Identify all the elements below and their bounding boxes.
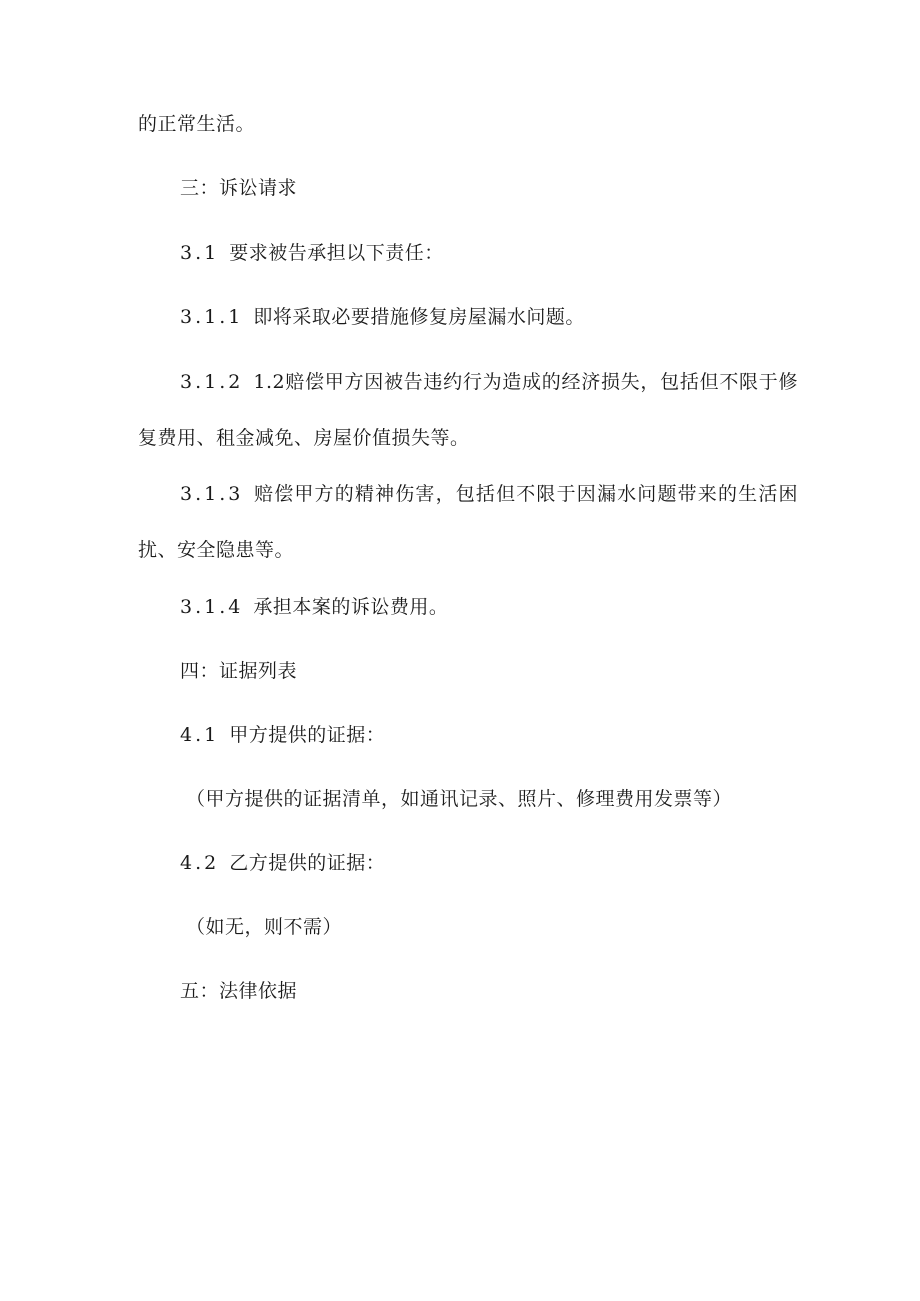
clause-number: 3.1 [180, 242, 220, 264]
clause-text: 乙方提供的证据： [229, 852, 386, 874]
evidence-note-party-a [186, 787, 732, 811]
clause-3-1-3 [138, 466, 798, 578]
clause-text: 赔偿甲方的精神伤害，包括但不限于因漏水问题带来的生活困扰、安全隐患等。 [138, 483, 798, 561]
note-text: （甲方提供的证据清单，如通讯记录、照片、修理费用发票等） [186, 788, 733, 810]
paragraph-continuation [138, 112, 255, 136]
clause-number: 3.1.2 [180, 371, 244, 393]
clause-text: 要求被告承担以下责任： [229, 242, 444, 264]
clause-3-1-1 [180, 305, 585, 329]
clause-number: 3.1.1 [180, 306, 244, 328]
note-text: （如无，则不需） [186, 916, 343, 938]
clause-text: 承担本案的诉讼费用。 [253, 596, 449, 618]
section-heading-4 [180, 659, 297, 683]
evidence-note-party-b [186, 915, 342, 939]
clause-number: 3.1.3 [180, 483, 244, 505]
clause-3-1 [180, 241, 444, 265]
section-heading-5 [180, 979, 297, 1003]
clause-4-2 [180, 851, 385, 875]
clause-number: 4.2 [180, 852, 220, 874]
heading-text: 四：证据列表 [180, 660, 298, 682]
clause-text: 甲方提供的证据： [229, 724, 386, 746]
clause-number: 4.1 [180, 724, 220, 746]
clause-3-1-4 [180, 595, 448, 619]
heading-text: 五：法律依据 [180, 980, 298, 1002]
clause-text: 1.2赔偿甲方因被告违约行为造成的经济损失，包括但不限于修复费用、租金减免、房屋价值损失等。 [138, 371, 798, 449]
section-heading-3 [180, 176, 297, 200]
clause-4-1 [180, 723, 385, 747]
heading-text: 三：诉讼请求 [180, 177, 298, 199]
clause-3-1-2 [138, 354, 798, 466]
clause-number: 3.1.4 [180, 596, 244, 618]
clause-text: 即将采取必要措施修复房屋漏水问题。 [253, 306, 585, 328]
paragraph-text: 的正常生活。 [138, 113, 256, 135]
